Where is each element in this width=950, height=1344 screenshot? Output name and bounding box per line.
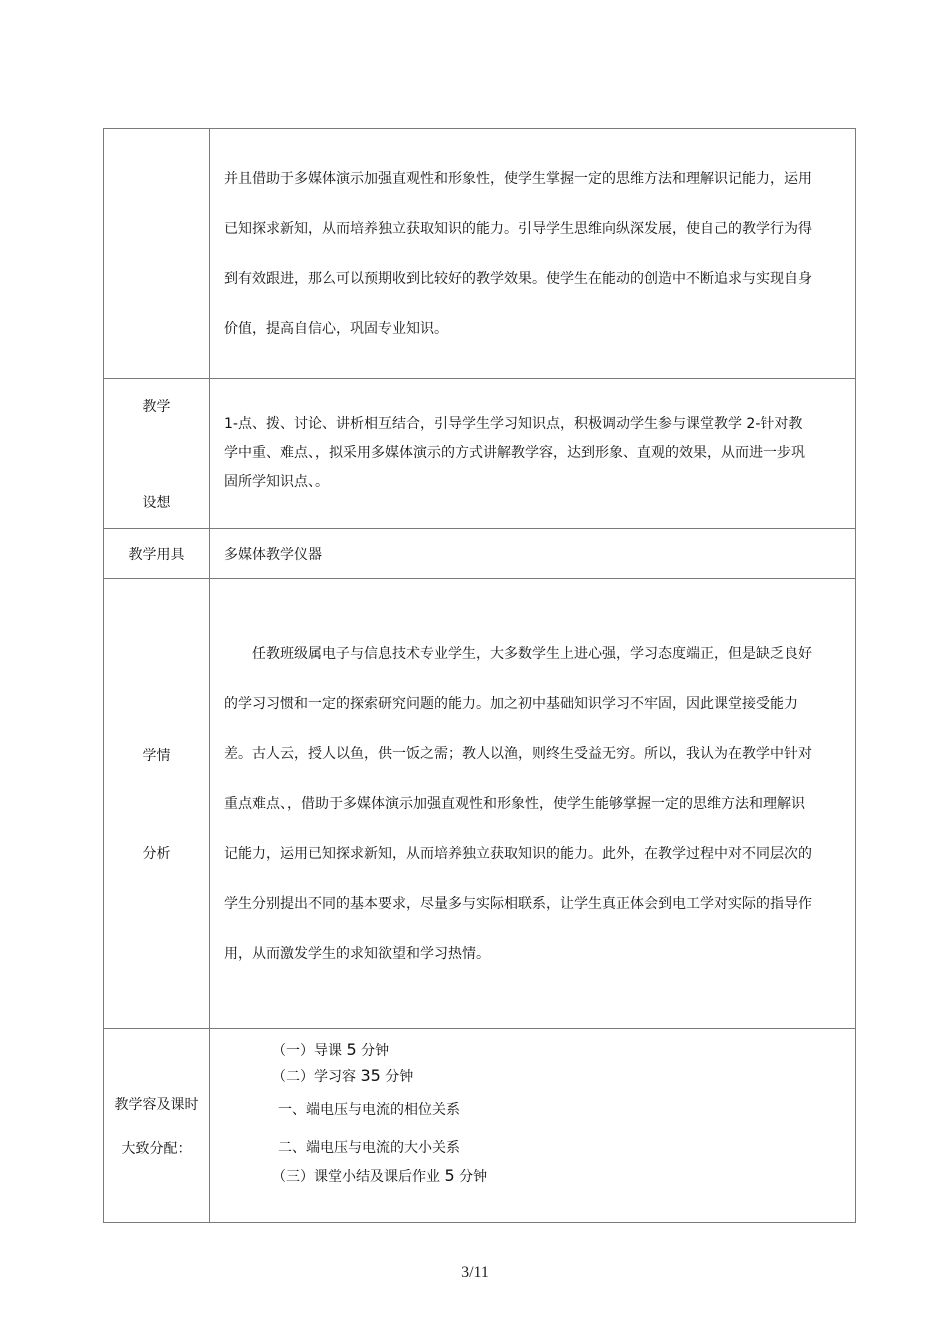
allocation-item: （一）导课 5 分钟 xyxy=(272,1040,390,1059)
label-text: 设想 xyxy=(142,494,171,511)
text-line: 并且借助于多媒体演示加强直观性和形象性，使学生掌握一定的思维方法和理解识记能力，运用 xyxy=(224,170,812,187)
allocation-item: 二、端电压与电流的大小关系 xyxy=(278,1140,460,1156)
label-text: 分析 xyxy=(142,845,171,862)
row-label-time-allocation xyxy=(104,1029,210,1223)
continued-text-cell xyxy=(210,129,856,379)
student-analysis-cell xyxy=(210,579,856,1029)
row-label-empty xyxy=(104,129,210,379)
label-text: 大致分配： xyxy=(121,1140,192,1157)
text-line: 的学习习惯和一定的探索研究问题的能力。加之初中基础知识学习不牢固，因此课堂接受能力 xyxy=(224,695,798,712)
table-row xyxy=(104,579,856,1029)
text-line: 到有效跟进，那么可以预期收到比较好的教学效果。使学生在能动的创造中不断追求与实现自身 xyxy=(224,270,812,287)
text-line: 1-点、拨、讨论、讲析相互结合，引导学生学习知识点，积极调动学生参与课堂教学 2-针对教 xyxy=(224,416,803,432)
text-line: 已知探求新知，从而培养独立获取知识的能力。引导学生思维向纵深发展，使自己的教学行为得 xyxy=(224,220,812,237)
row-label-teaching-tools: 教学用具 xyxy=(104,529,210,579)
text-line: 价值，提高自信心，巩固专业知识。 xyxy=(224,320,448,337)
teaching-tools-cell: 多媒体教学仪器 xyxy=(210,529,856,579)
allocation-item: 一、端电压与电流的相位关系 xyxy=(278,1102,460,1118)
text-line: 记能力，运用已知探求新知，从而培养独立获取知识的能力。此外，在教学过程中对不同层次的 xyxy=(224,845,812,862)
row-label-student-analysis xyxy=(104,579,210,1029)
page-number: 3/11 xyxy=(461,1264,489,1281)
table-row xyxy=(104,379,856,529)
text-line: 差。古人云，授人以鱼，供一饭之需；教人以渔，则终生受益无穷。所以，我认为在教学中针对 xyxy=(224,745,812,762)
lesson-plan-table xyxy=(103,128,856,1223)
text-line: 固所学知识点、。 xyxy=(224,474,329,490)
table-row xyxy=(104,129,856,379)
allocation-item: （二）学习容 35 分钟 xyxy=(272,1066,414,1085)
label-text: 教学 xyxy=(142,398,171,415)
text-line: 重点难点、，借助于多媒体演示加强直观性和形象性，使学生能够掌握一定的思维方法和理解识 xyxy=(224,795,805,812)
allocation-item: （三）课堂小结及课后作业 5 分钟 xyxy=(272,1166,488,1185)
row-label-teaching-plan xyxy=(104,379,210,529)
time-allocation-cell xyxy=(210,1029,856,1223)
text-line: 学中重、难点、，拟采用多媒体演示的方式讲解教学容，达到形象、直观的效果，从而进一步巩 xyxy=(224,445,805,461)
teaching-plan-cell xyxy=(210,379,856,529)
text-line: 任教班级属电子与信息技术专业学生，大多数学生上进心强，学习态度端正，但是缺乏良好 xyxy=(252,645,812,662)
table-row xyxy=(104,529,856,579)
text-line: 学生分别提出不同的基本要求，尽量多与实际相联系，让学生真正体会到电工学对实际的指导作 xyxy=(224,895,812,912)
text-line: 用，从而激发学生的求知欲望和学习热情。 xyxy=(224,945,490,962)
label-text: 教学容及课时 xyxy=(114,1096,199,1113)
label-text: 学情 xyxy=(142,747,171,764)
table-row xyxy=(104,1029,856,1223)
